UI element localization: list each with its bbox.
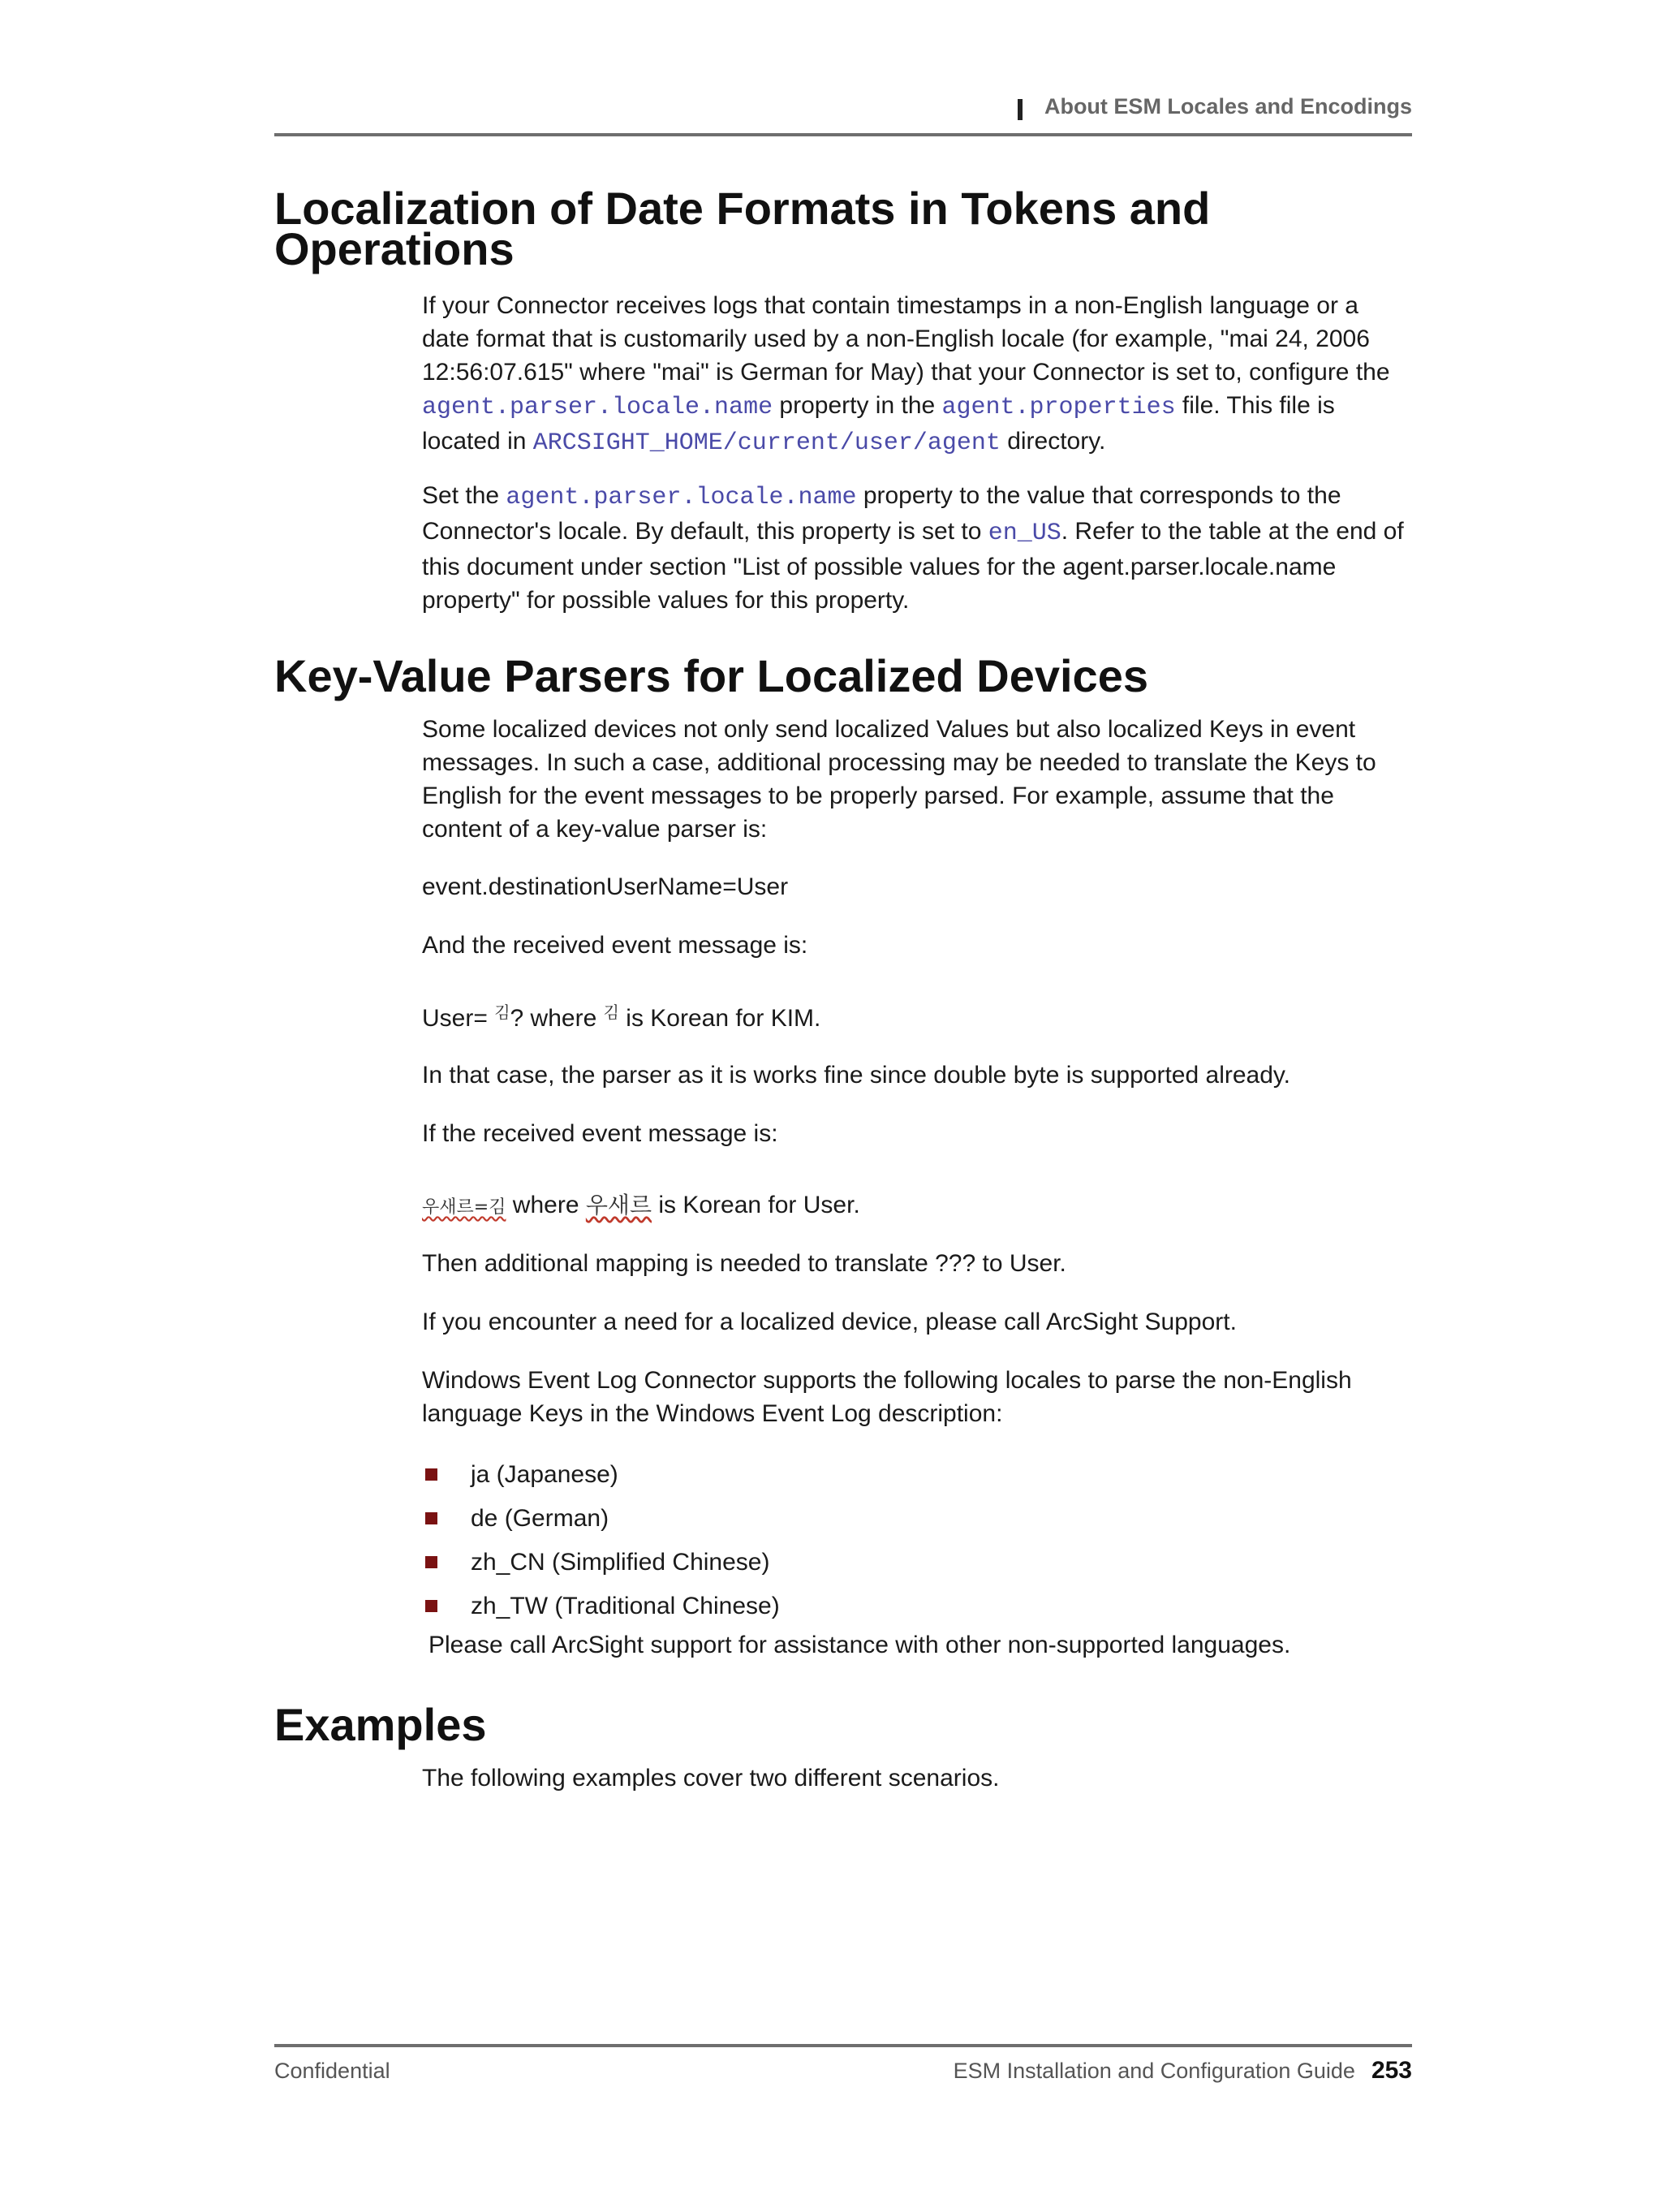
page-header — [274, 91, 1412, 136]
list-item — [422, 1453, 1396, 1497]
kv-paragraph-10: Windows Event Log Connector supports the following locales to parse the non-English language Keys in the Windows Event Log description: — [422, 1367, 1352, 1427]
page-number: 253 — [1371, 2057, 1412, 2084]
kv-paragraph-11: Please call ArcSight support for assistance with other non-supported languages. — [428, 1632, 1291, 1658]
heading-key-value-parsers: Key-Value Parsers for Localized Devices — [274, 650, 1148, 701]
list-item-label: zh_TW (Traditional Chinese) — [471, 1593, 780, 1619]
code-arcsight-home-path: ARCSIGHT_HOME/current/user/agent — [532, 429, 1001, 457]
list-item — [422, 1541, 1396, 1585]
list-item-label: ja (Japanese) — [471, 1461, 618, 1488]
list-item — [422, 1585, 1396, 1628]
text-run: property in the — [773, 392, 942, 419]
list-item-label: de (German) — [471, 1505, 609, 1532]
date-formats-paragraph-2 — [422, 479, 1412, 617]
heading-date-formats: Localization of Date Formats in Tokens and Operations — [274, 183, 1211, 274]
kv-paragraph-6: If the received event message is: — [422, 1120, 778, 1147]
text-run: Set the — [422, 482, 506, 509]
text-run: directory. — [1000, 428, 1106, 455]
text-run: is Korean for KIM. — [618, 1005, 821, 1032]
kv-paragraph-8: Then additional mapping is needed to translate ??? to User. — [422, 1250, 1066, 1277]
text-run: file. This file is located in — [422, 392, 1335, 455]
heading-examples: Examples — [274, 1699, 487, 1750]
korean-glyph-kim: 김 — [494, 1003, 510, 1022]
examples-paragraph-1: The following examples cover two different scenarios. — [422, 1765, 1000, 1792]
korean-key-value-sample: 우새르=김 — [422, 1197, 506, 1218]
text-run: is Korean for User. — [652, 1192, 860, 1218]
list-item — [422, 1497, 1396, 1541]
text-run: . Refer to the table at the end of this document under section "List of possible values for the agent.parser.locale.name property" for possible values for this property. — [422, 518, 1404, 614]
page-footer — [274, 2044, 1412, 2084]
code-locale-name: agent.parser.locale.name — [422, 394, 773, 421]
footer-guide-title: ESM Installation and Configuration Guide — [953, 2059, 1355, 2083]
locale-list — [422, 1453, 1396, 1628]
korean-word-user: 우새르 — [585, 1192, 652, 1218]
kv-paragraph-5: In that case, the parser as it is works fine since double byte is supported already. — [422, 1062, 1291, 1089]
kv-paragraph-2: event.destinationUserName=User — [422, 873, 789, 900]
korean-glyph-kim: 김 — [603, 1003, 619, 1022]
code-en-us: en_US — [988, 520, 1061, 547]
text-run: property to the value that corresponds to the Connector's locale. By default, this property is set to — [422, 482, 1341, 545]
kv-paragraph-1: Some localized devices not only send localized Values but also localized Keys in event messages. In such a case, additional processing may be needed to translate the Keys to English for the event messages to be properly parsed. For example, assume that the content of a key-value parser is: — [422, 716, 1376, 843]
kv-paragraph-9: If you encounter a need for a localized device, please call ArcSight Support. — [422, 1309, 1237, 1335]
code-agent-properties: agent.properties — [941, 394, 1176, 421]
kv-paragraph-4 — [422, 1002, 1412, 1037]
footer-confidential: Confidential — [274, 2059, 390, 2083]
header-separator — [1018, 99, 1023, 120]
text-run: If your Connector receives logs that contain timestamps in a non-English language or a date format that is customarily used by a non-English locale (for example, "mai 24, 2006 12:56:07.615" where "mai" is German for May) that your Connector is set to, configure the — [422, 292, 1390, 386]
text-run: User= — [422, 1005, 495, 1032]
list-item-label: zh_CN (Simplified Chinese) — [471, 1549, 770, 1576]
footer-guide — [954, 2057, 1412, 2085]
kv-paragraph-7 — [422, 1188, 1412, 1224]
text-run: where — [506, 1192, 586, 1218]
header-section-title: About ESM Locales and Encodings — [1044, 94, 1412, 119]
code-locale-name: agent.parser.locale.name — [506, 484, 857, 511]
date-formats-paragraph-1 — [422, 289, 1412, 460]
kv-paragraph-3: And the received event message is: — [422, 932, 808, 959]
bullet-square-icon — [425, 1556, 437, 1568]
bullet-square-icon — [425, 1512, 437, 1524]
bullet-square-icon — [425, 1468, 437, 1481]
bullet-square-icon — [425, 1600, 437, 1612]
text-run: ? where — [510, 1005, 604, 1032]
